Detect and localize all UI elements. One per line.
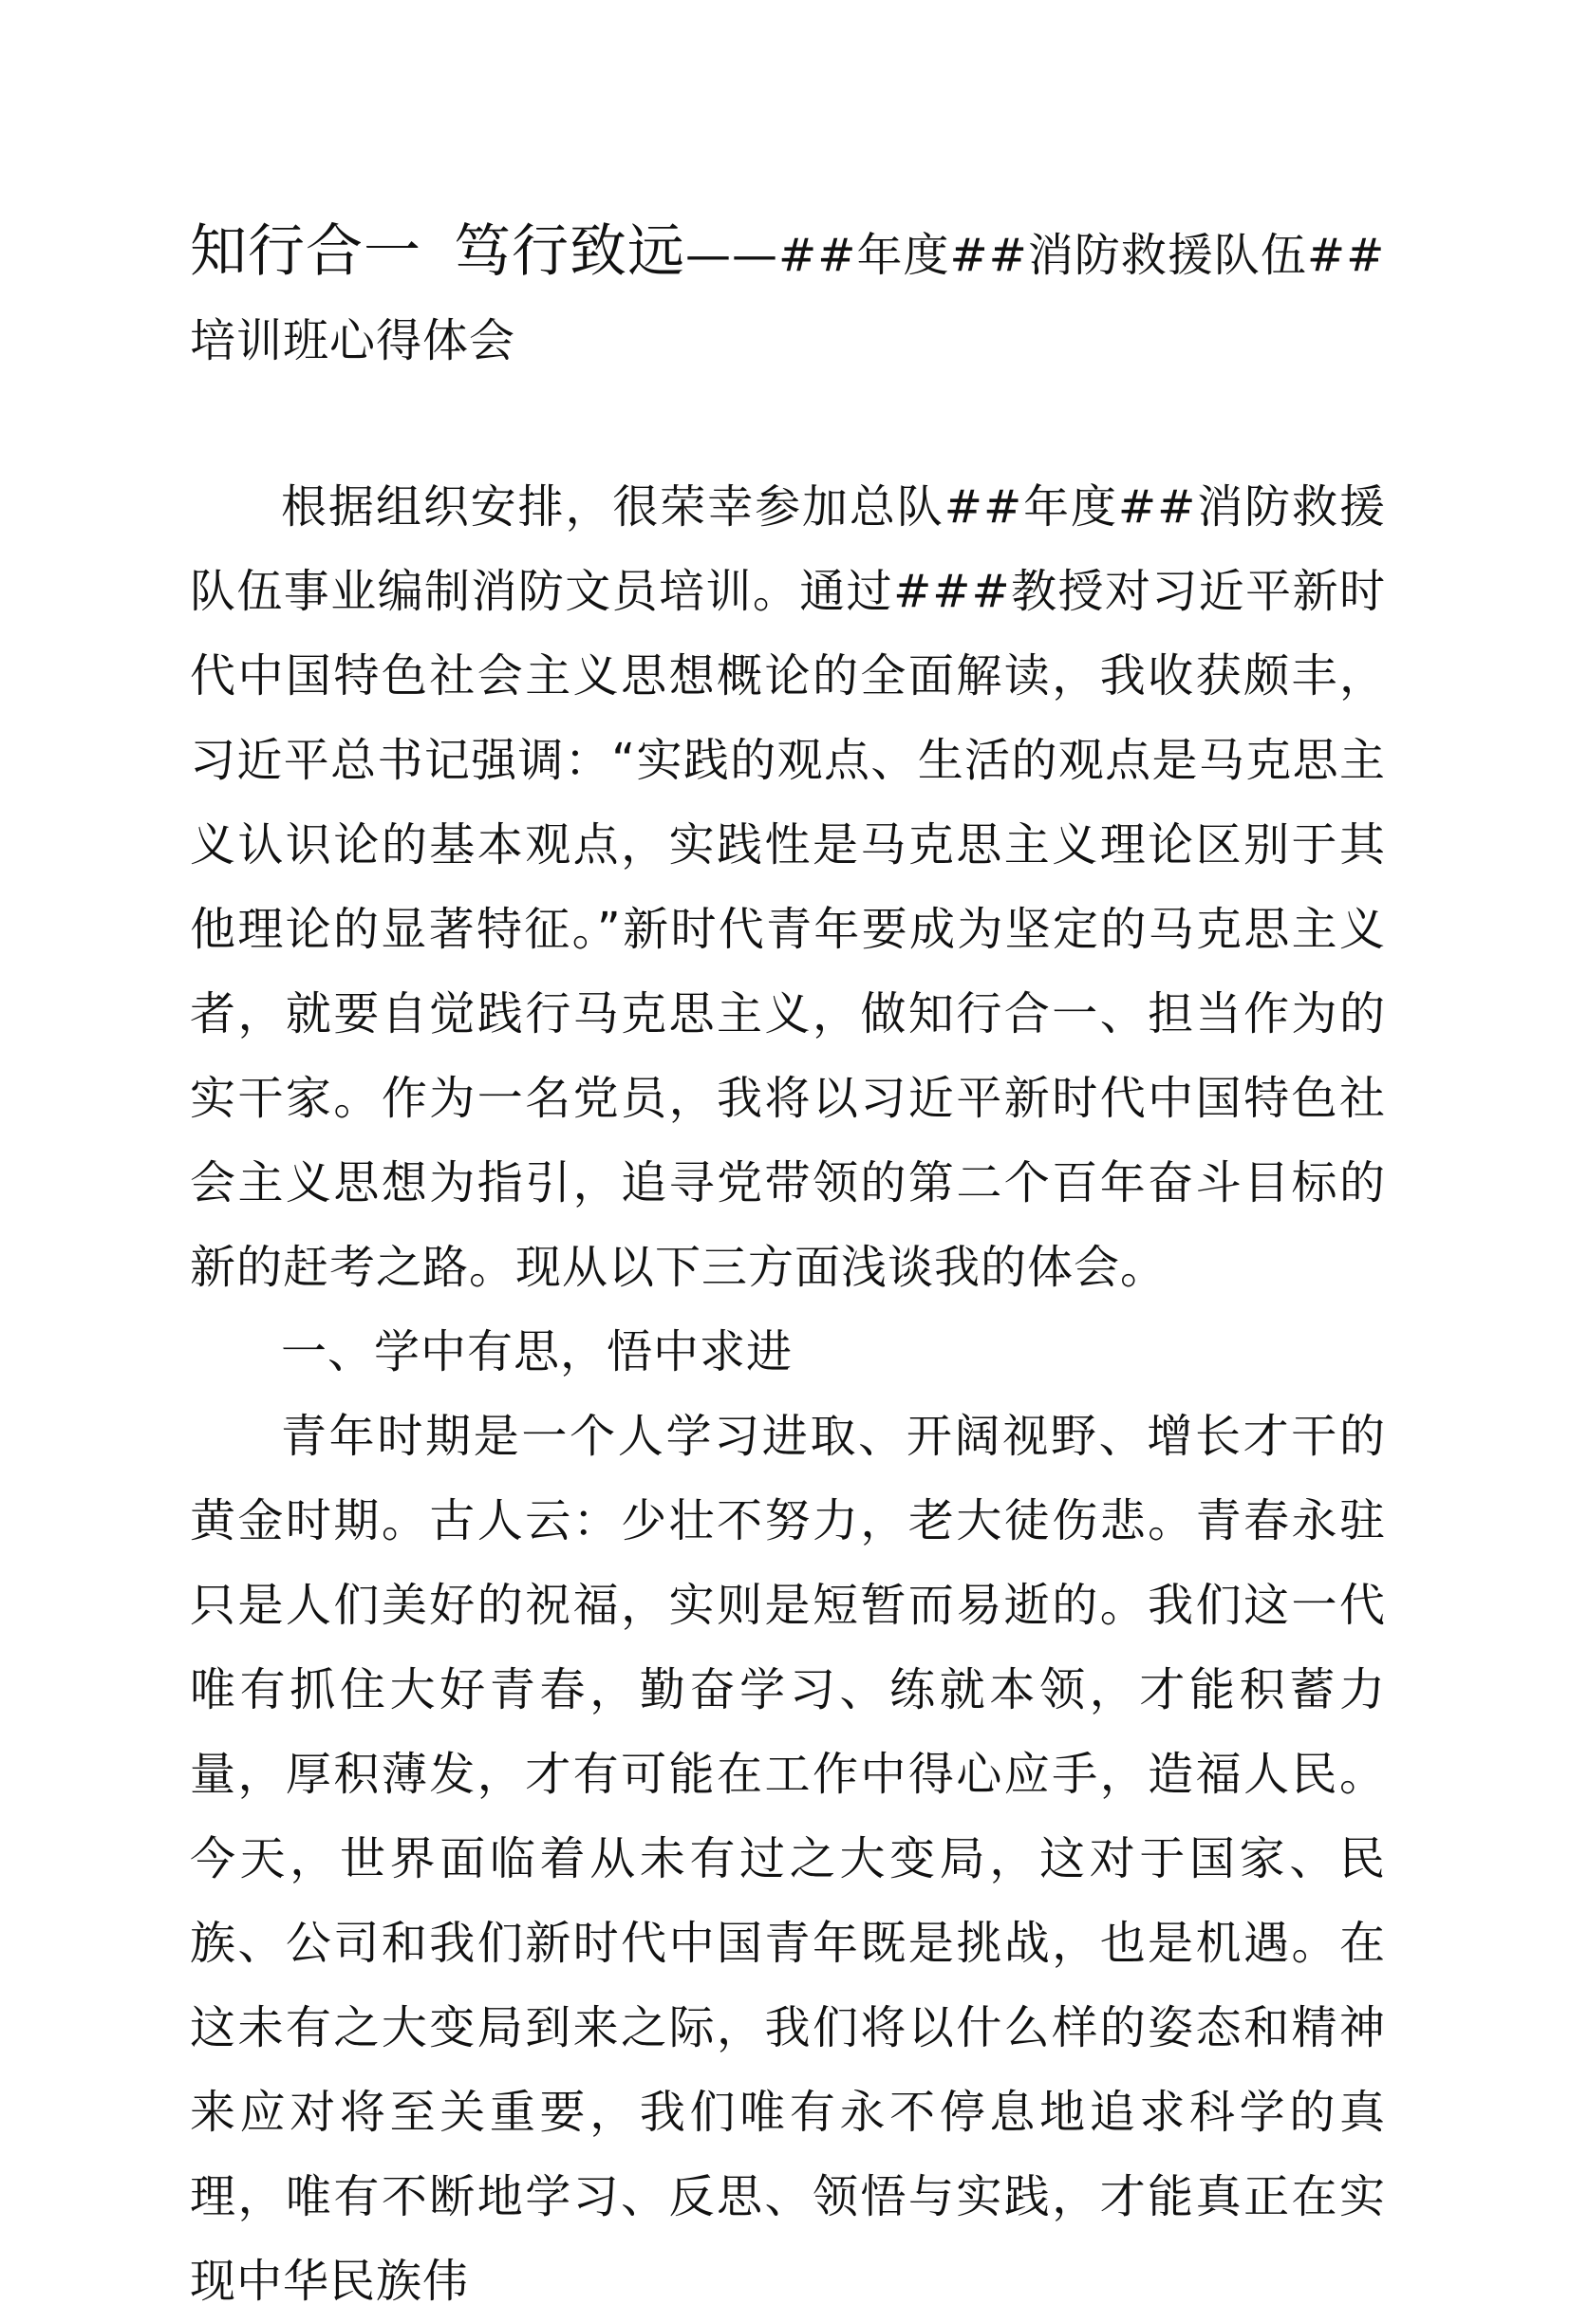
document-body [190,465,1386,2324]
paragraph-section-1: 青年时期是一个人学习进取、开阔视野、增长才干的黄金时期。古人云：少壮不努力，老大徒伤悲。青春永驻只是人们美好的祝福，实则是短暂而易逝的。我们这一代唯有抓住大好青春，勤奋学习、练就本领，才能积蓄力量，厚积薄发，才有可能在工作中得心应手，造福人民。今天，世界面临着从未有过之大变局，这对于国家、民族、公司和我们新时代中国青年既是挑战，也是机遇。在这未有之大变局到来之际，我们将以什么样的姿态和精神来应对将至关重要，我们唯有永不停息地追求科学的真理，唯有不断地学习、反思、领悟与实践，才能真正在实现中华民族伟 [190,1410,1386,2308]
title-subtitle: ——##年度##消防救援队伍##培训班心得体会 [190,229,1386,367]
title-second: 笃行致远 [454,218,685,285]
paragraph-intro: 根据组织安排，很荣幸参加总队##年度##消防救援队伍事业编制消防文员培训。通过###教授对习近平新时代中国特色社会主义思想概论的全面解读，我收获颇丰，习近平总书记强调：“实践的观点、生活的观点是马克思主义认识论的基本观点，实践性是马克思主义理论区别于其他理论的显著特征。”新时代青年要成为坚定的马克思主义者，就要自觉践行马克思主义，做知行合一、担当作为的实干家。作为一名党员，我将以习近平新时代中国特色社会主义思想为指引，追寻党带领的第二个百年奋斗目标的新的赶考之路。现从以下三方面浅谈我的体会。 [190,480,1386,1294]
document-title [190,211,1405,382]
title-main: 知行合一 [190,218,421,285]
section-heading-1: 一、学中有思，悟中求进 [281,1325,794,1378]
